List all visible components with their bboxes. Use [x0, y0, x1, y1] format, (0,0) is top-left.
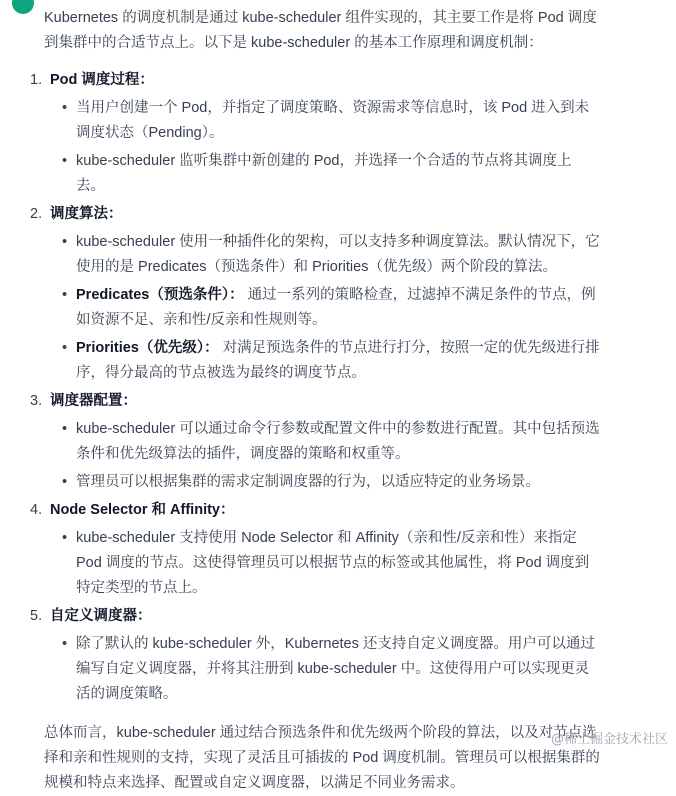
list-item	[30, 68, 600, 199]
bullet: •	[62, 234, 68, 250]
intro-paragraph: Kubernetes 的调度机制是通过 kube-scheduler 组件实现的，其主要工作是将 Pod 调度到集群中的合适节点上。以下是 kube-scheduler 的基本工作原理和调度机制：	[44, 10, 597, 51]
section-title: Pod 调度过程：	[50, 72, 154, 88]
sub-item: • kube-scheduler 支持使用 Node Selector 和 Affinity（亲和性/反亲和性）来指定 Pod 调度的节点。这使得管理员可以根据节点的标签或其他属性，将 Pod 调度到特定类型的节点上。	[70, 526, 600, 601]
bullet: •	[62, 153, 68, 169]
list-item	[30, 498, 600, 601]
sub-item: • Priorities（优先级）： 对满足预选条件的节点进行打分，按照一定的优先级进行排序，得分最高的节点被选为最终的调度节点。	[70, 336, 600, 386]
sub-list	[50, 632, 600, 707]
item-number: 4.	[30, 502, 43, 518]
sub-item: • kube-scheduler 监听集群中新创建的 Pod，并选择一个合适的节点将其调度上去。	[70, 149, 600, 199]
section-title: Node Selector 和 Affinity：	[50, 502, 235, 518]
bullet: •	[62, 100, 68, 116]
mechanism-list	[30, 68, 600, 707]
section-title: 自定义调度器：	[50, 608, 152, 624]
bullet: •	[62, 474, 68, 490]
item-number: 5.	[30, 608, 43, 624]
sub-item: • 除了默认的 kube-scheduler 外，Kubernetes 还支持自定义调度器。用户可以通过编写自定义调度器，并将其注册到 kube-scheduler 中。这使得用户可以实现更灵活的调度策略。	[70, 632, 600, 707]
assistant-avatar	[12, 0, 34, 14]
sub-item: • Predicates（预选条件）： 通过一系列的策略检查，过滤掉不满足条件的节点，例如资源不足、亲和性/反亲和性规则等。	[70, 283, 600, 333]
bullet: •	[62, 287, 68, 303]
sub-list	[50, 526, 600, 601]
section-title: 调度算法：	[50, 206, 123, 222]
answer-body	[30, 0, 600, 796]
bullet: •	[62, 636, 68, 652]
summary-paragraph: 总体而言，kube-scheduler 通过结合预选条件和优先级两个阶段的算法，以及对节点选择和亲和性规则的支持，实现了灵活且可插拔的 Pod 调度机制。管理员可以根据集群的规模和特点来选择、配置或自定义调度器，以满足不同业务需求。	[44, 725, 600, 791]
bullet: •	[62, 530, 68, 546]
watermark: @稀土掘金技术社区	[550, 732, 668, 747]
sub-item: • 当用户创建一个 Pod，并指定了调度策略、资源需求等信息时，该 Pod 进入到未调度状态（Pending）。	[70, 96, 600, 146]
sub-item: • 管理员可以根据集群的需求定制调度器的行为，以适应特定的业务场景。	[70, 470, 600, 495]
item-number: 2.	[30, 206, 43, 222]
list-item	[30, 604, 600, 707]
item-number: 3.	[30, 393, 43, 409]
sub-item: • kube-scheduler 使用一种插件化的架构，可以支持多种调度算法。默认情况下，它使用的是 Predicates（预选条件）和 Priorities（优先级）两个阶段的算法。	[70, 230, 600, 280]
bullet: •	[62, 421, 68, 437]
list-item	[30, 202, 600, 386]
sub-item: • kube-scheduler 可以通过命令行参数或配置文件中的参数进行配置。其中包括预选条件和优先级算法的插件，调度器的策略和权重等。	[70, 417, 600, 467]
sub-list	[50, 417, 600, 495]
bullet: •	[62, 340, 68, 356]
sub-list	[50, 96, 600, 199]
item-number: 1.	[30, 72, 43, 88]
sub-list	[50, 230, 600, 386]
list-item	[30, 389, 600, 495]
section-title: 调度器配置：	[50, 393, 137, 409]
